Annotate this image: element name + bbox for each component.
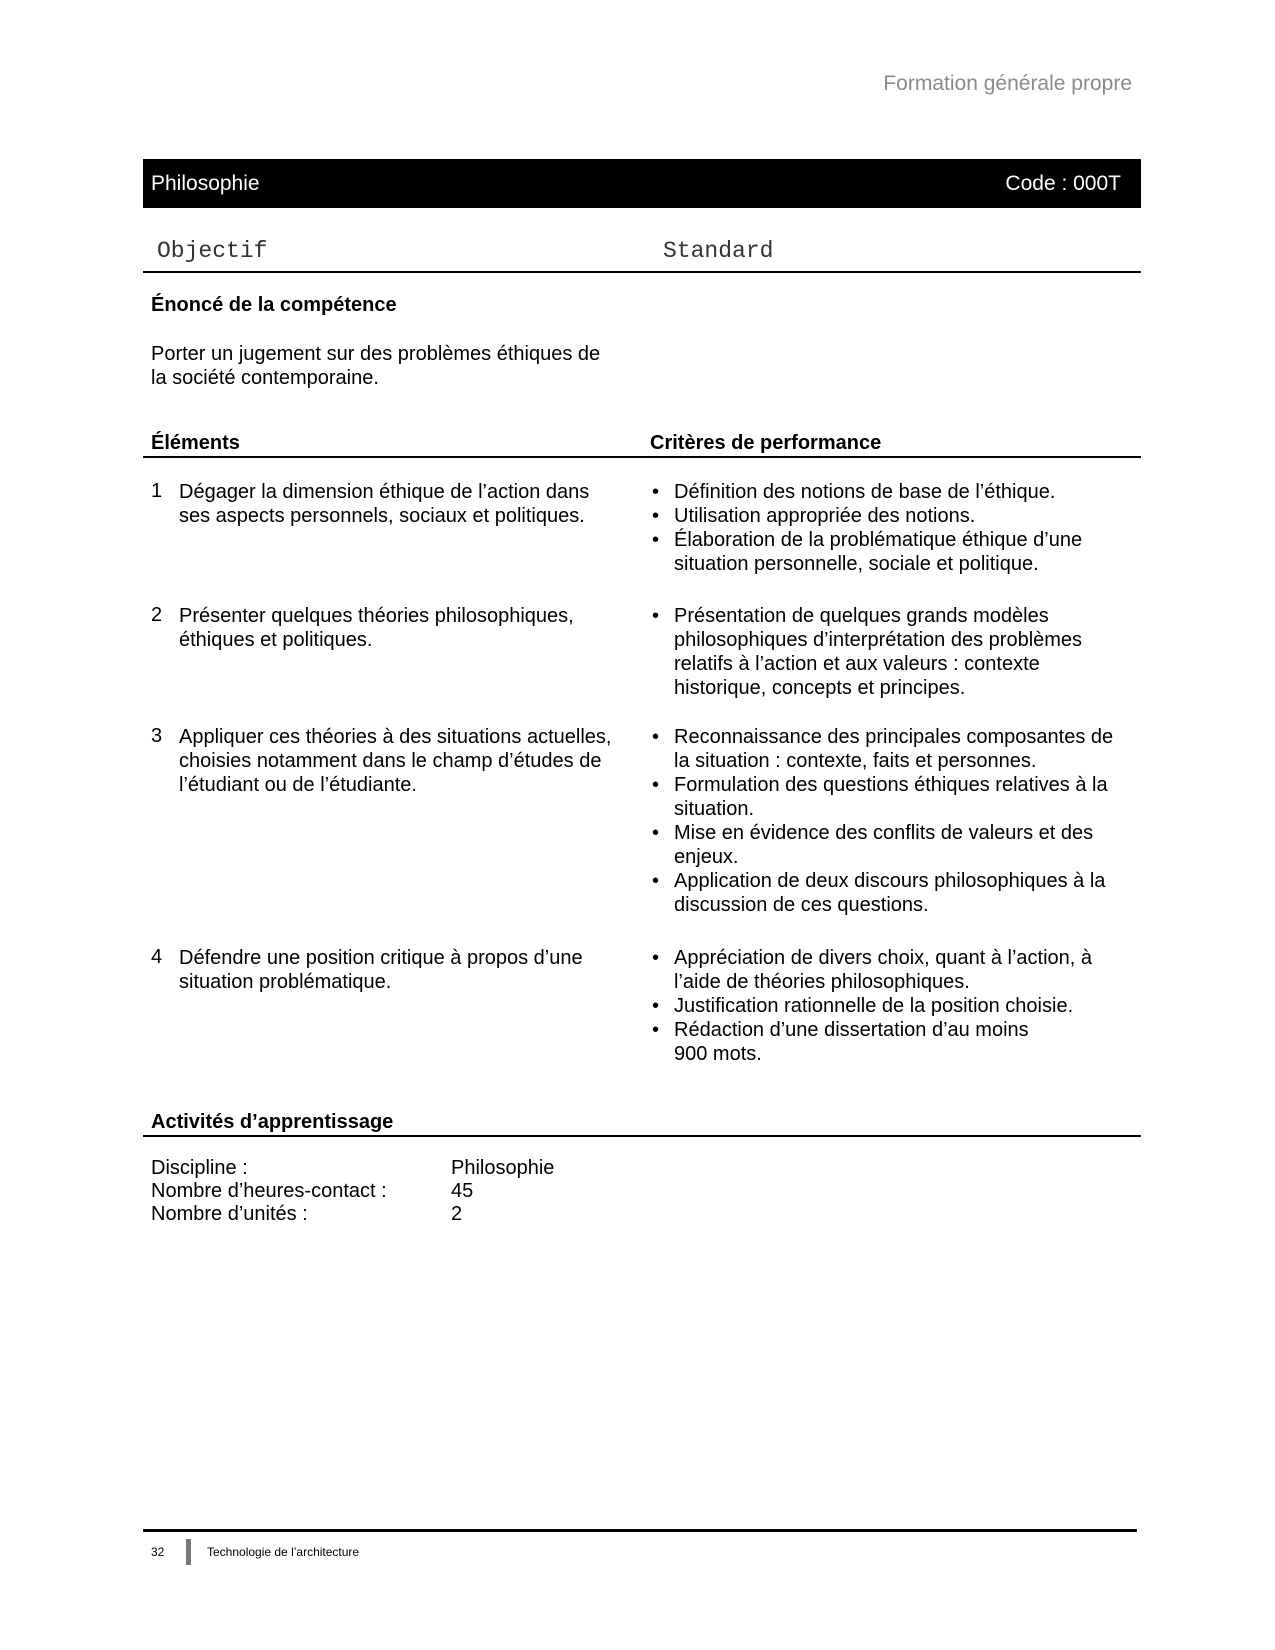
criterion-item: • Formulation des questions éthiques relatives à la situation. <box>650 773 1135 821</box>
statement-line: Porter un jugement sur des problèmes éthiques de <box>151 343 601 365</box>
criteria-list <box>650 480 1135 576</box>
element-text-line: éthiques et politiques. <box>179 629 373 651</box>
elements-heading: Éléments <box>151 432 240 454</box>
info-value: 45 <box>451 1180 474 1202</box>
element-text-line: Appliquer ces théories à des situations actuelles, <box>179 726 612 748</box>
criterion-item: • Reconnaissance des principales composantes de la situation : contexte, faits et personnes. <box>650 725 1135 773</box>
standard-heading: Standard <box>663 238 774 264</box>
criteria-list <box>650 946 1135 1066</box>
competence-heading: Énoncé de la compétence <box>151 294 397 316</box>
criteria-list <box>650 725 1135 917</box>
element-number: 2 <box>151 604 163 626</box>
running-header: Formation générale propre <box>883 72 1132 95</box>
element-number: 1 <box>151 480 163 502</box>
element-text-line: ses aspects personnels, sociaux et politiques. <box>179 505 585 527</box>
element-text-line: l’étudiant ou de l’étudiante. <box>179 774 417 796</box>
criterion-item: • Utilisation appropriée des notions. <box>650 504 1135 528</box>
info-label: Nombre d’heures-contact : <box>151 1180 387 1202</box>
element-text <box>179 604 639 652</box>
criterion-item: • Élaboration de la problématique éthique d’une situation personnelle, sociale et politique. <box>650 528 1135 576</box>
criterion-item: • Définition des notions de base de l’éthique. <box>650 480 1135 504</box>
element-text <box>179 946 639 994</box>
divider <box>143 271 1141 273</box>
criterion-item: • Rédaction d’une dissertation d’au moins 900 mots. <box>650 1018 1135 1066</box>
page-number: 32 <box>151 1545 165 1559</box>
info-value: Philosophie <box>451 1157 555 1179</box>
criterion-item: • Justification rationnelle de la position choisie. <box>650 994 1135 1018</box>
info-label: Discipline : <box>151 1157 248 1179</box>
criterion-item: • Présentation de quelques grands modèles philosophiques d’interprétation des problèmes relatifs à l’action et aux valeurs : contexte historique, concepts et principes. <box>650 604 1135 700</box>
competence-statement <box>151 342 600 390</box>
title-bar <box>143 159 1141 208</box>
info-label: Nombre d’unités : <box>151 1203 308 1225</box>
statement-line: la société contemporaine. <box>151 367 379 389</box>
criteria-list <box>650 604 1135 700</box>
subject-title: Philosophie <box>151 171 260 195</box>
criterion-item: • Application de deux discours philosophiques à la discussion de ces questions. <box>650 869 1135 917</box>
objectif-heading: Objectif <box>157 238 268 264</box>
divider <box>143 1135 1141 1137</box>
element-text-line: Défendre une position critique à propos d’une <box>179 947 583 969</box>
criteria-heading: Critères de performance <box>650 432 882 454</box>
element-text-line: situation problématique. <box>179 971 392 993</box>
criterion-item: • Mise en évidence des conflits de valeurs et des enjeux. <box>650 821 1135 869</box>
element-number: 3 <box>151 725 163 747</box>
element-text-line: Dégager la dimension éthique de l’action dans <box>179 481 590 503</box>
footer-document-title: Technologie de l’architecture <box>207 1545 360 1559</box>
divider <box>143 456 1141 458</box>
element-text <box>179 725 639 797</box>
element-number: 4 <box>151 946 163 968</box>
course-code: Code : 000T <box>1005 171 1121 195</box>
footer-separator <box>186 1539 191 1565</box>
element-text <box>179 480 639 528</box>
activities-heading: Activités d’apprentissage <box>151 1111 394 1133</box>
element-text-line: choisies notamment dans le champ d’études de <box>179 750 602 772</box>
footer-rule <box>143 1529 1137 1532</box>
element-text-line: Présenter quelques théories philosophiques, <box>179 605 574 627</box>
info-value: 2 <box>451 1203 463 1225</box>
criterion-item: • Appréciation de divers choix, quant à l’action, à l’aide de théories philosophiques. <box>650 946 1135 994</box>
